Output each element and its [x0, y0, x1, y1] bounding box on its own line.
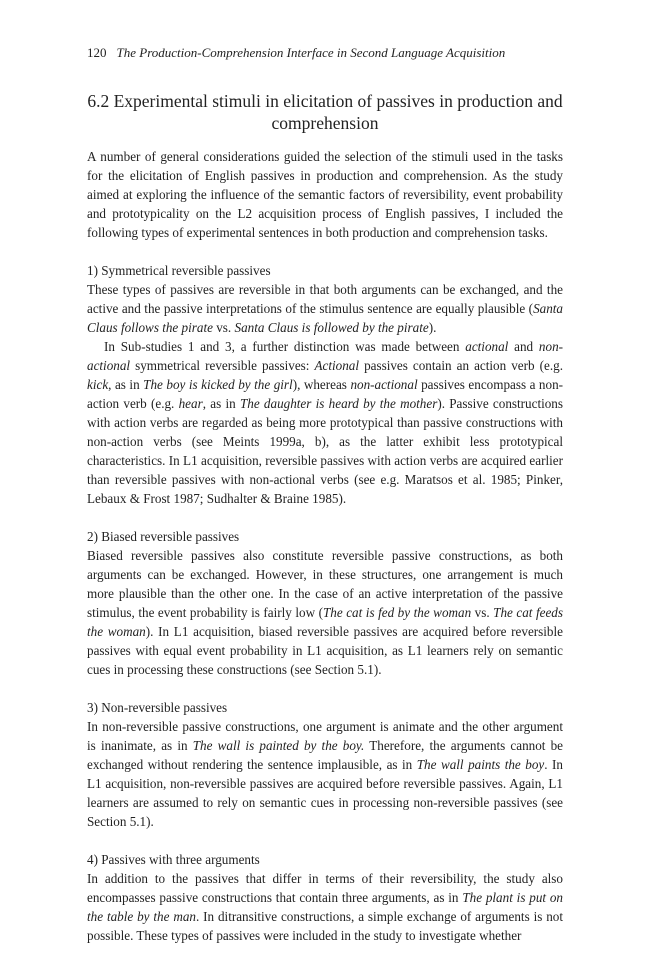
- text-run: ). Passive constructions with action verbs are regarded as being more prototypical than passive constructions with non-action verbs (see Meints 1999a, b), as the latter exhibit less prototypical characteristics. In L1 acquisition, reversible passives with action verbs are acquired earlier than reversible passives with non-actional verbs (see e.g. Maratsos et al. 1985; Pinker, Lebaux & Frost 1987; Sudhalter & Braine 1985).: [87, 396, 563, 506]
- text-run: , as in: [108, 377, 144, 392]
- paragraph-gap: [87, 242, 563, 261]
- intro-paragraph: A number of general considerations guided the selection of the stimuli used in the tasks for the elicitation of English passives in production and comprehension. As the study aimed at exploring the influence of the semantic factors of reversibility, event probability and prototypicality on the L2 acquisition process of English passives, I included the following types of experimental sentences in both production and comprehension tasks.: [87, 149, 563, 240]
- text-run: ).: [428, 320, 437, 335]
- subsection-heading-symmetrical: 1) Symmetrical reversible passives: [87, 263, 271, 278]
- example-sentence: The wall paints the boy: [416, 757, 545, 772]
- example-sentence: Santa Claus is followed by the pirate: [234, 320, 429, 335]
- section-title: 6.2 Experimental stimuli in elicitation of passives in production and comprehension: [87, 91, 563, 133]
- subsection-heading-non-reversible: 3) Non-reversible passives: [87, 700, 228, 715]
- running-header: [87, 44, 567, 62]
- body-text: [87, 147, 563, 945]
- text-run: . In ditransitive constructions, a simple exchange of arguments is not possible. These types of passives were included in the study to investigate whether: [87, 909, 564, 943]
- example-sentence: Santa Claus follows the pirate: [87, 301, 563, 335]
- text-run: In addition to the passives that differ in terms of their reversibility, the study also encompasses passive constructions that contain three arguments, as in: [87, 871, 563, 905]
- term: hear: [178, 396, 203, 411]
- text-run: Biased reversible passives also constitute reversible passive constructions, as both arguments can be exchanged. However, in these structures, one arrangement is much more plausible than the other one. In the case of an active interpretation of the passive stimulus, the event probability is fairly low (: [87, 548, 563, 620]
- symmetrical-paragraph-1: [87, 280, 563, 337]
- text-run: . In L1 acquisition, non-reversible passives are acquired before reversible passives. Again, L1 learners are assumed to rely on semantic cues in processing non-reversible passives (see Section 5.1).: [87, 757, 563, 829]
- text-run: passives encompass a non-action verb (e.g.: [87, 377, 564, 411]
- text-run: and: [508, 339, 539, 354]
- symmetrical-paragraph-2: [87, 337, 563, 508]
- paragraph-gap: [87, 831, 563, 850]
- text-run: ), whereas: [292, 377, 351, 392]
- text-run: , as in: [202, 396, 240, 411]
- text-run: ). In L1 acquisition, biased reversible passives are acquired before reversible passives with equal event probability in L1 acquisition, as L1 learners rely on semantic cues in processing these constructions (see Section 5.1).: [87, 624, 563, 677]
- page-number: 120: [87, 45, 107, 60]
- term: non-actional: [87, 339, 564, 373]
- non-reversible-paragraph: [87, 717, 563, 831]
- paragraph-gap: [87, 679, 563, 698]
- running-title: The Production-Comprehension Interface in Second Language Acquisition: [116, 45, 506, 60]
- example-sentence: The daughter is heard by the mother: [239, 396, 438, 411]
- example-sentence: The plant is put on the table by the man: [87, 890, 563, 924]
- text-run: Therefore, the arguments cannot be exchanged without rendering the sentence implausible, as in: [87, 738, 564, 772]
- text-run: passives contain an action verb (e.g.: [359, 358, 563, 373]
- text-run: vs.: [212, 320, 235, 335]
- example-sentence: The wall is painted by the boy.: [192, 738, 365, 753]
- example-sentence: The cat is fed by the woman: [322, 605, 472, 620]
- subsection-heading-biased: 2) Biased reversible passives: [87, 529, 240, 544]
- term: non-actional: [350, 377, 418, 392]
- text-run: In Sub-studies 1 and 3, a further distinction was made between: [104, 339, 466, 354]
- biased-paragraph: [87, 546, 563, 679]
- example-sentence: The boy is kicked by the girl: [143, 377, 293, 392]
- text-run: In non-reversible passive constructions, one argument is animate and the other argument is inanimate, as in: [87, 719, 563, 753]
- term: Actional: [314, 358, 360, 373]
- example-sentence: The cat feeds the woman: [87, 605, 563, 639]
- text-run: These types of passives are reversible in that both arguments can be exchanged, and the active and the passive interpretations of the stimulus sentence are equally plausible (: [87, 282, 563, 316]
- text-run: vs.: [471, 605, 494, 620]
- text-run: symmetrical reversible passives:: [130, 358, 315, 373]
- paragraph-gap: [87, 508, 563, 527]
- term: actional: [465, 339, 509, 354]
- three-arguments-paragraph: [87, 869, 563, 945]
- subsection-heading-three-arguments: 4) Passives with three arguments: [87, 852, 260, 867]
- term: kick: [87, 377, 109, 392]
